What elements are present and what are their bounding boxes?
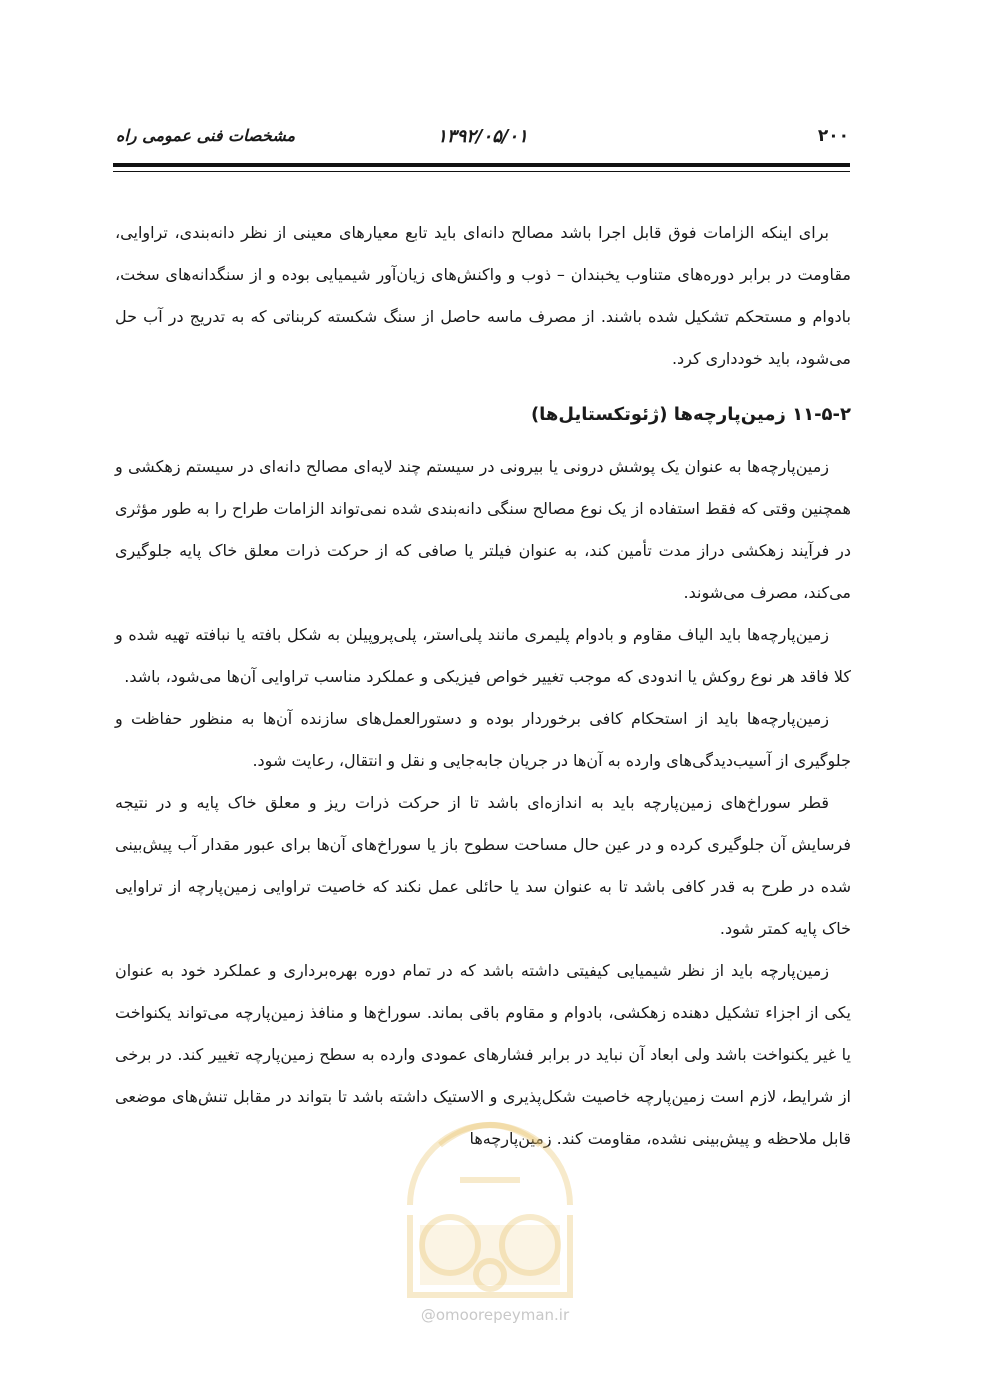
body-text: [115, 212, 851, 1160]
paragraph: زمین‌پارچه باید از نظر شیمیایی کیفیتی داشته باشد که در تمام دوره بهره‌برداری و عملکرد خود به عنوان یکی از اجزاء تشکیل دهنده زهکشی، بادوام و مقاوم باقی بماند. سوراخ‌ها و منافذ زمین‌پارچه می‌تواند یکنواخت یا غیر یکنواخت باشد ولی ابعاد آن نباید در برابر فشارهای عمودی وارده به سطح زمین‌پارچه تغییر کند. در برخی از شرایط، لازم است زمین‌پارچه خاصیت شکل‌پذیری و الاستیک داشته باشد تا بتواند در مقابل تنش‌های موضعی قابل ملاحظه و پیش‌بینی نشده، مقاومت کند. زمین‌پارچه‌ها: [115, 961, 851, 1148]
paragraph: زمین‌پارچه‌ها باید از استحکام کافی برخوردار بوده و دستورالعمل‌های سازنده آن‌ها به منظور حفاظت و جلوگیری از آسیب‌دیدگی‌های وارده به آن‌ها در جریان جابه‌جایی و نقل و انتقال، رعایت شود.: [115, 709, 851, 770]
paragraph: برای اینکه الزامات فوق قابل اجرا باشد مصالح دانه‌ای باید تابع معیارهای معینی از نظر دانه‌بندی، تراوایی، مقاومت در برابر دوره‌های متناوب یخبندان – ذوب و واکنش‌های زیان‌آور شیمیایی بوده و از سنگدانه‌های سخت، بادوام و مستحکم تشکیل شده باشند. از مصرف ماسه حاصل از سنگ شکسته کربناتی که به تدریج در آب حل می‌شود، باید خودداری کرد.: [115, 223, 851, 368]
header-rule-thick: [113, 163, 850, 167]
paragraph: قطر سوراخ‌های زمین‌پارچه باید به اندازه‌ای باشد تا از حرکت ذرات ریز و معلق خاک پایه و در نتیجه فرسایش آن جلوگیری کرده و در عین حال مساحت سطوح باز یا سوراخ‌های آن‌ها برای عبور مقدار آب پیش‌بینی شده در طرح به قدر کافی باشد تا به عنوان سد یا حائلی عمل نکند که خاصیت تراوایی زمین‌پارچه از تراوایی خاک پایه کمتر شود.: [115, 793, 851, 938]
paragraph: زمین‌پارچه‌ها به عنوان یک پوشش درونی یا بیرونی در سیستم چند لایه‌ای مصالح دانه‌ای در سیستم زهکشی و همچنین وقتی که فقط استفاده از یک نوع مصالح سنگی دانه‌بندی شده نمی‌تواند الزامات طراح را به طور مؤثری در فرآیند زهکشی دراز مدت تأمین کند، به عنوان فیلتر یا صافی که از حرکت ذرات معلق خاک پایه جلوگیری می‌کند، مصرف می‌شوند.: [115, 457, 851, 602]
watermark-url: @omoorepeyman.ir: [420, 1306, 570, 1324]
header-rule-thin: [113, 171, 850, 172]
page-header: [116, 126, 849, 156]
page-number: ۲۰۰: [817, 126, 849, 146]
header-title: مشخصات فنی عمومی راه: [116, 126, 296, 145]
paragraph: زمین‌پارچه‌ها باید الیاف مقاوم و بادوام پلیمری مانند پلی‌استر، پلی‌پروپیلن به شکل بافته یا نبافته تهیه شده و کلا فاقد هر نوع روکش یا اندودی که موجب تغییر خواص فیزیکی و عملکرد مناسب تراوایی آن‌ها می‌شود، باشد.: [115, 625, 851, 686]
section-heading: ۱۱-۵-۲ زمین‌پارچه‌ها (ژئوتکستایل‌ها): [530, 404, 851, 425]
header-date: ۱۳۹۲/۰۵/۰۱: [437, 126, 528, 147]
